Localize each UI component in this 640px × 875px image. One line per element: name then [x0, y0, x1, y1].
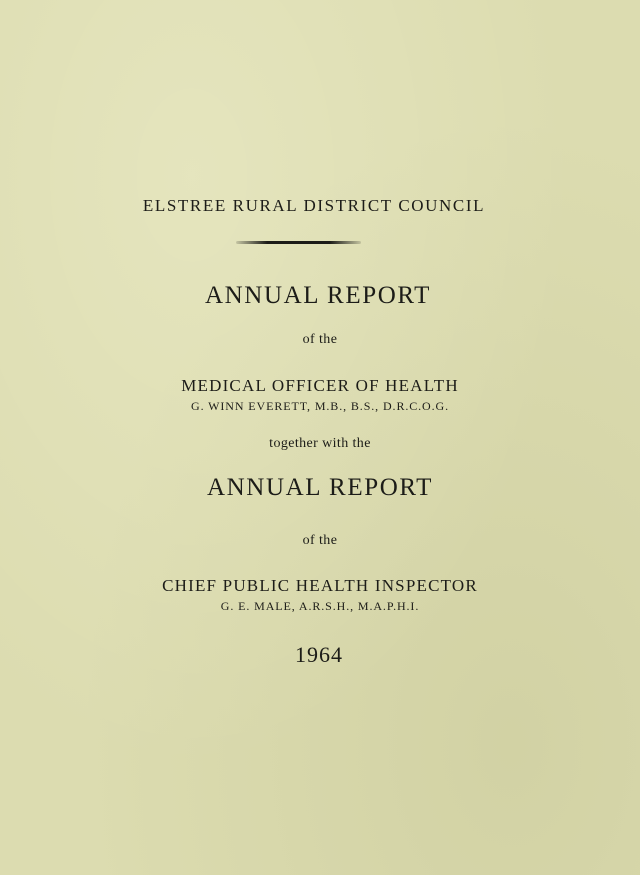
medical-officer-name: G. WINN EVERETT, M.B., B.S., D.R.C.O.G.: [191, 399, 449, 413]
report-title-inspector: ANNUAL REPORT: [206, 474, 433, 501]
of-the-text-1: of the: [302, 332, 338, 347]
of-the-text-2: of the: [302, 533, 338, 548]
medical-officer-title: MEDICAL OFFICER OF HEALTH: [181, 376, 459, 395]
council-name: ELSTREE RURAL DISTRICT COUNCIL: [142, 196, 486, 215]
inspector-title: CHIEF PUBLIC HEALTH INSPECTOR: [162, 576, 478, 595]
together-with-text: together with the: [269, 436, 371, 451]
inspector-name: G. E. MALE, A.R.S.H., M.A.P.H.I.: [220, 599, 420, 613]
report-title-medical: ANNUAL REPORT: [204, 282, 431, 309]
report-year: 1964: [295, 642, 343, 667]
decorative-rule: [236, 241, 361, 244]
